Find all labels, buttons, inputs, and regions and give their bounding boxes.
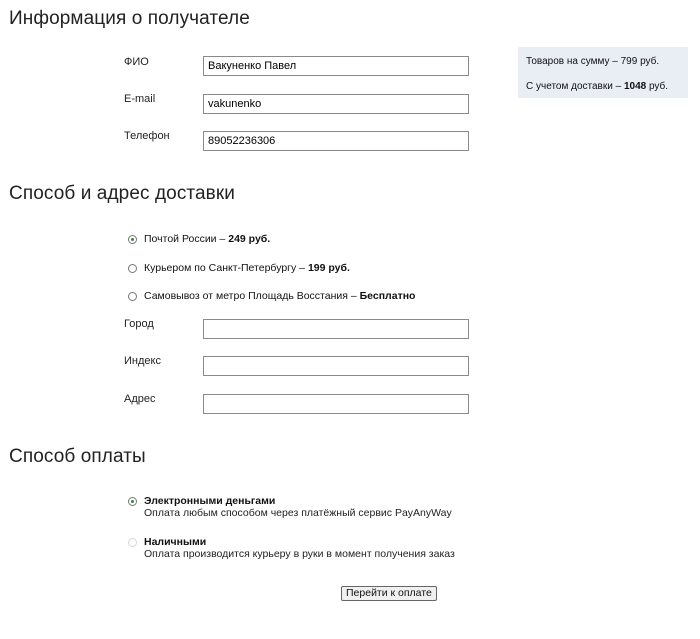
city-label: Город	[124, 318, 154, 330]
address-input[interactable]	[203, 394, 469, 414]
payment-emoney-title: Электронными деньгами	[144, 495, 276, 507]
delivery-pickup-radio[interactable]	[128, 292, 137, 301]
index-input[interactable]	[203, 356, 469, 376]
address-label: Адрес	[124, 393, 156, 405]
payment-cash-description: Оплата производится курьеру в руки в момент получения заказ	[144, 548, 455, 560]
delivery-courier-price: 199 руб.	[307, 262, 350, 274]
grand-total-amount: 1048	[623, 81, 647, 92]
goods-total-amount: 799 руб.	[620, 56, 660, 67]
name-input[interactable]	[203, 56, 469, 76]
delivery-pickup-price: Бесплатно	[359, 290, 416, 302]
phone-label: Телефон	[124, 130, 170, 142]
grand-total-currency: руб.	[648, 81, 669, 92]
payment-cash-title: Наличными	[144, 536, 207, 548]
city-input[interactable]	[203, 319, 469, 339]
phone-input[interactable]	[203, 131, 469, 151]
delivery-option-pickup[interactable]	[128, 290, 415, 302]
payment-option-emoney[interactable]	[128, 495, 452, 519]
payment-emoney-radio[interactable]	[128, 497, 137, 506]
index-label: Индекс	[124, 355, 161, 367]
name-label: ФИО	[124, 56, 149, 68]
delivery-post-label: Почтой России –	[144, 233, 226, 245]
grand-total	[526, 81, 668, 92]
delivery-option-post[interactable]	[128, 233, 270, 245]
email-label: E-mail	[124, 93, 156, 105]
goods-total	[526, 56, 659, 67]
grand-total-label: С учетом доставки –	[526, 81, 622, 92]
order-summary	[518, 47, 688, 98]
delivery-courier-label: Курьером по Санкт-Петербургу –	[144, 262, 306, 274]
payment-option-cash[interactable]	[128, 536, 455, 560]
delivery-option-courier[interactable]	[128, 262, 350, 274]
payment-heading: Способ оплаты	[9, 446, 146, 467]
delivery-post-radio[interactable]	[128, 235, 137, 244]
email-input[interactable]	[203, 94, 469, 114]
delivery-heading: Способ и адрес доставки	[9, 183, 236, 204]
payment-emoney-description: Оплата любым способом через платёжный сервис PayAnyWay	[144, 507, 452, 519]
recipient-heading: Информация о получателе	[9, 8, 250, 29]
delivery-courier-radio[interactable]	[128, 264, 137, 273]
delivery-pickup-label: Самовывоз от метро Площадь Восстания –	[144, 290, 357, 302]
payment-cash-radio[interactable]	[128, 538, 137, 547]
goods-total-label: Товаров на сумму –	[526, 56, 618, 67]
proceed-to-payment-button[interactable]: Перейти к оплате	[341, 586, 437, 601]
delivery-post-price: 249 руб.	[228, 233, 271, 245]
